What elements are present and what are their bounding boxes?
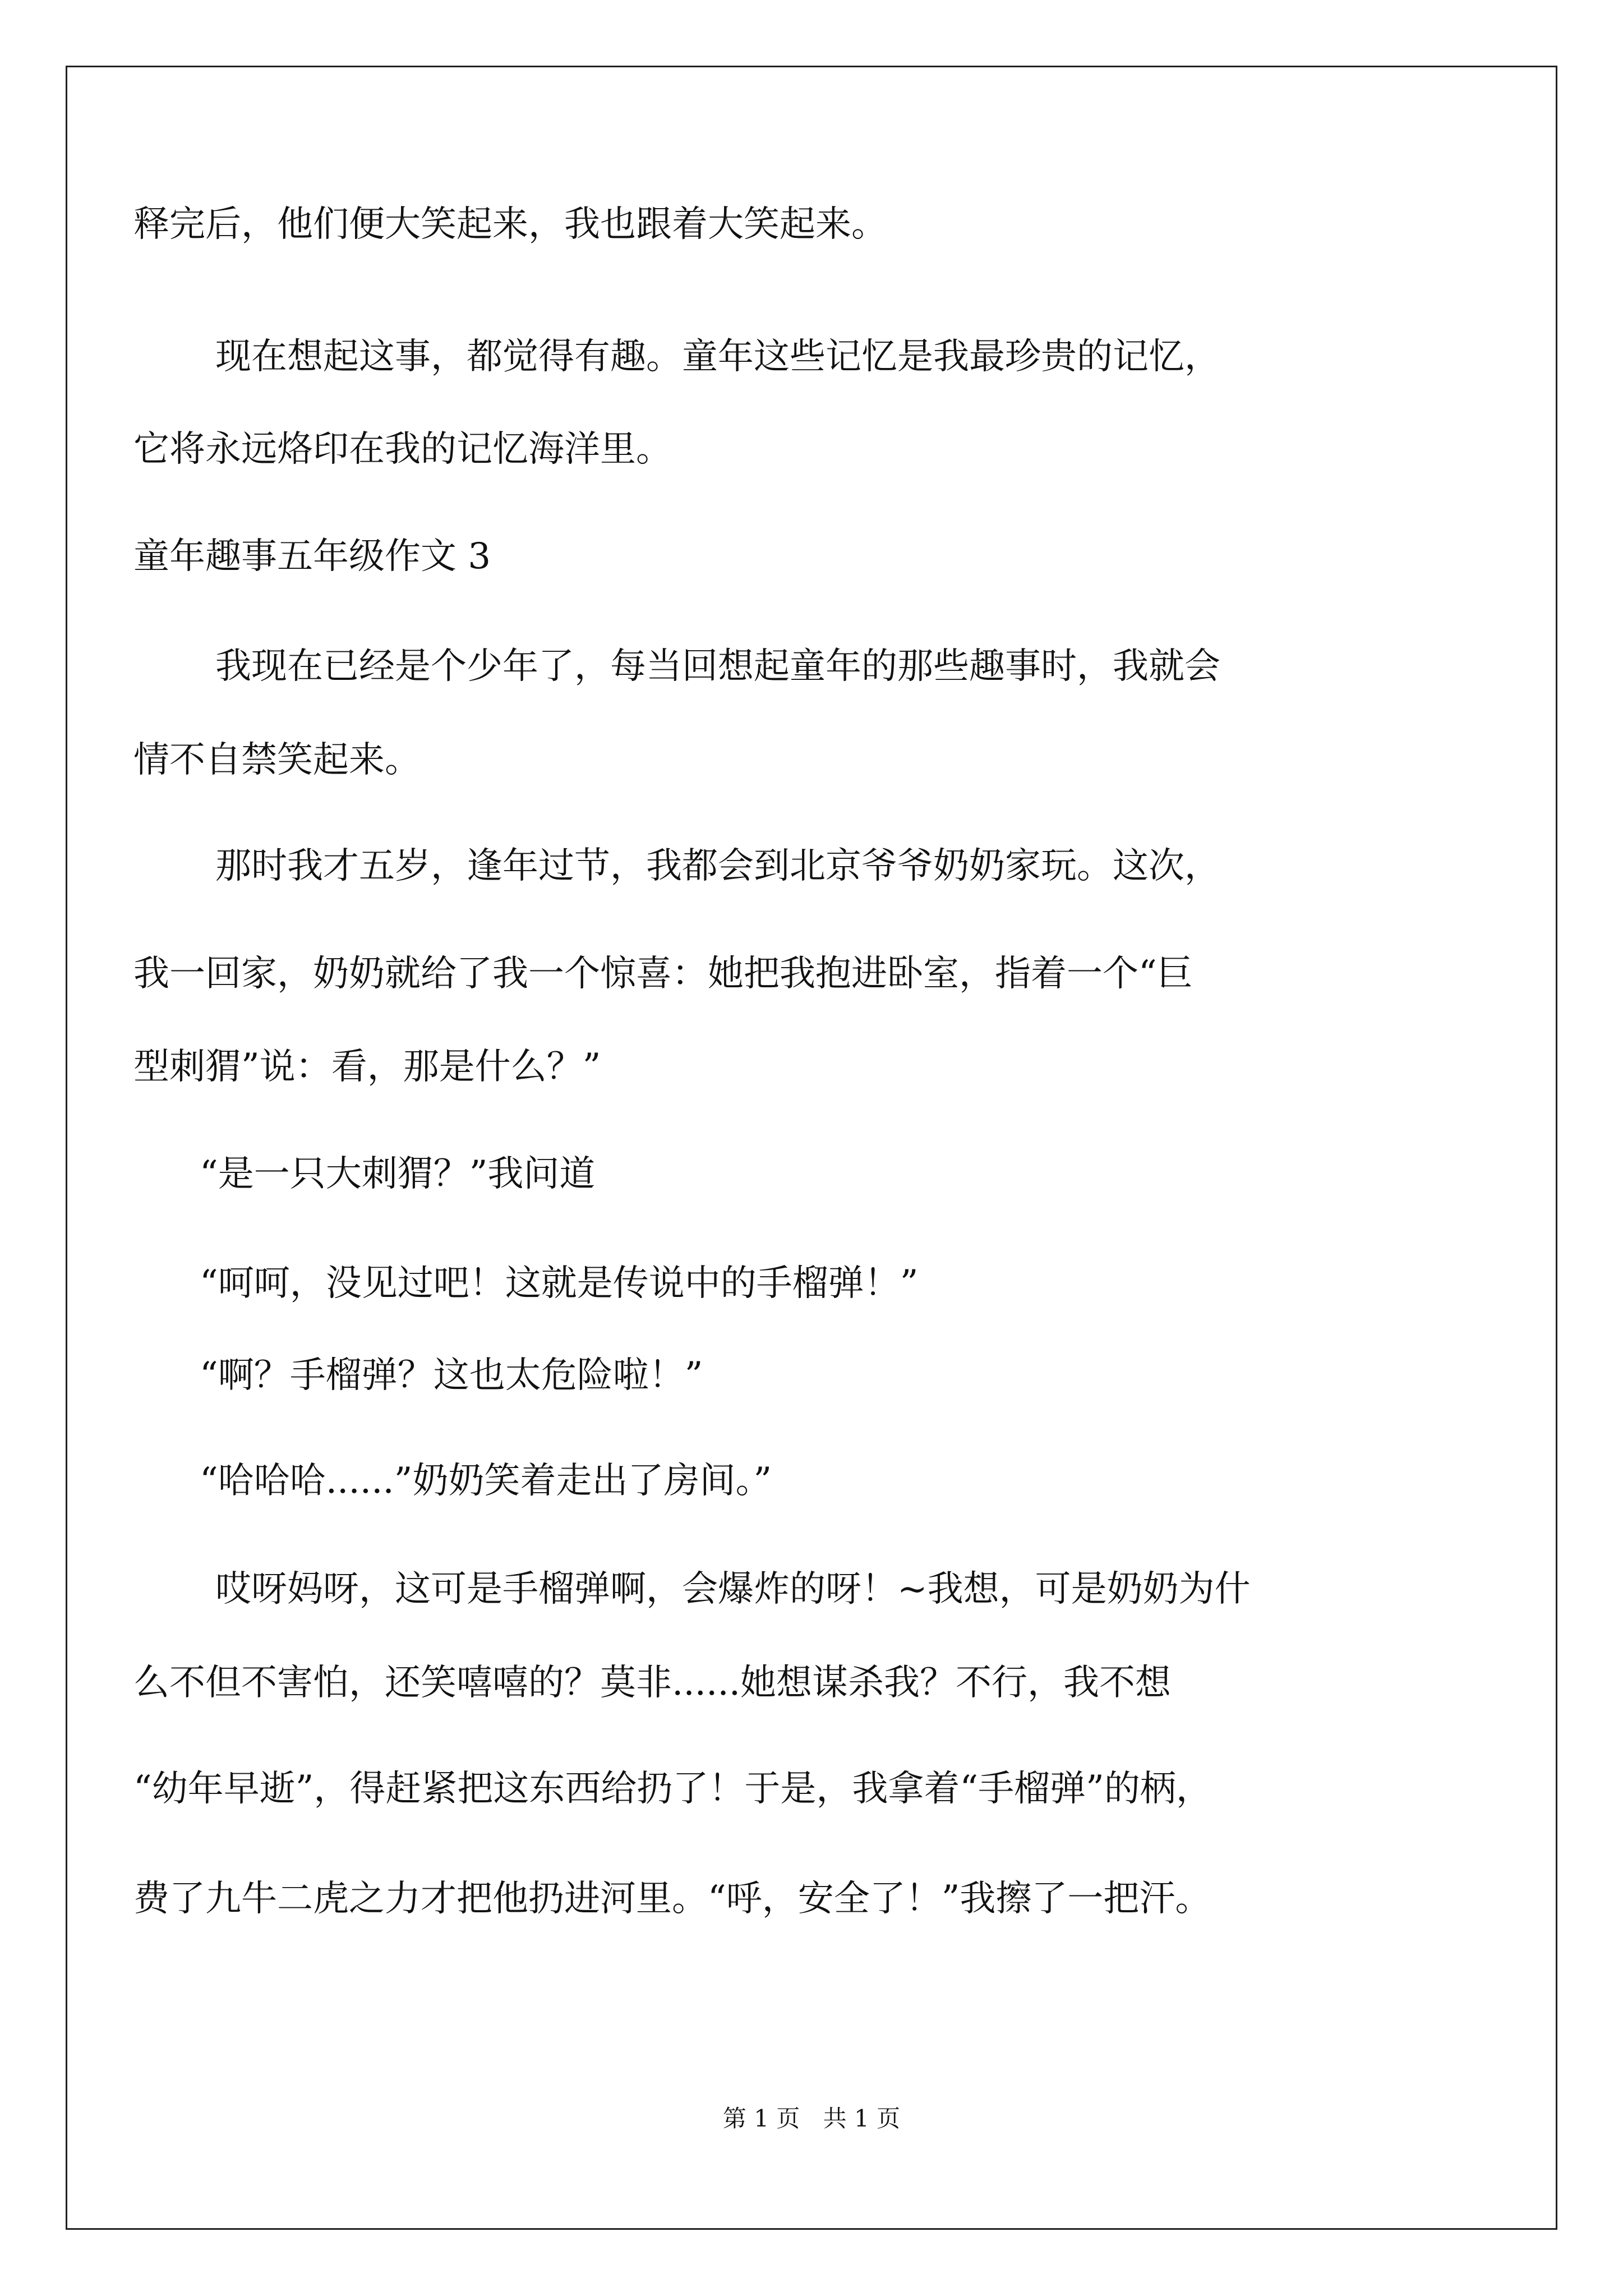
text-line: 我一回家，奶奶就给了我一个惊喜：她把我抱进卧室，指着一个“巨 (133, 953, 1193, 995)
paragraph-start: 现在想起这事，都觉得有趣。童年这些记忆是我最珍贵的记忆， (215, 336, 1220, 378)
dialogue-line: “是一只大刺猬？”我问道 (200, 1153, 596, 1195)
page-footer (0, 2105, 1623, 2133)
text-line: 费了九牛二虎之力才把他扔进河里。“呼，安全了！”我擦了一把汗。 (133, 1878, 1211, 1920)
text-line: “幼年早逝”，得赶紧把这东西给扔了！于是，我拿着“手榴弹”的柄， (133, 1768, 1212, 1810)
paragraph-start: 哎呀妈呀，这可是手榴弹啊，会爆炸的呀！~我想，可是奶奶为什 (215, 1568, 1251, 1610)
dialogue-line: “呵呵，没见过吧！这就是传说中的手榴弹！” (200, 1263, 919, 1304)
text-line: 情不自禁笑起来。 (133, 739, 421, 781)
text-line: 型刺猬”说：看，那是什么？” (133, 1046, 601, 1088)
dialogue-line: “哈哈哈......”奶奶笑着走出了房间。” (200, 1460, 772, 1502)
section-heading: 童年趣事五年级作文 3 (133, 536, 491, 577)
text-line: 它将永远烙印在我的记忆海洋里。 (133, 429, 672, 470)
paragraph-start: 我现在已经是个少年了，每当回想起童年的那些趣事时，我就会 (215, 646, 1220, 687)
page-total: 共 1 页 (823, 2105, 901, 2132)
text-line: 释完后，他们便大笑起来，我也跟着大笑起来。 (133, 204, 887, 245)
dialogue-line: “啊？手榴弹？这也太危险啦！” (200, 1355, 703, 1396)
text-line: 么不但不害怕，还笑嘻嘻的？莫非......她想谋杀我？不行，我不想 (133, 1662, 1172, 1704)
paragraph-start: 那时我才五岁，逢年过节，我都会到北京爷爷奶奶家玩。这次， (215, 845, 1220, 887)
page-number: 第 1 页 (722, 2105, 800, 2132)
